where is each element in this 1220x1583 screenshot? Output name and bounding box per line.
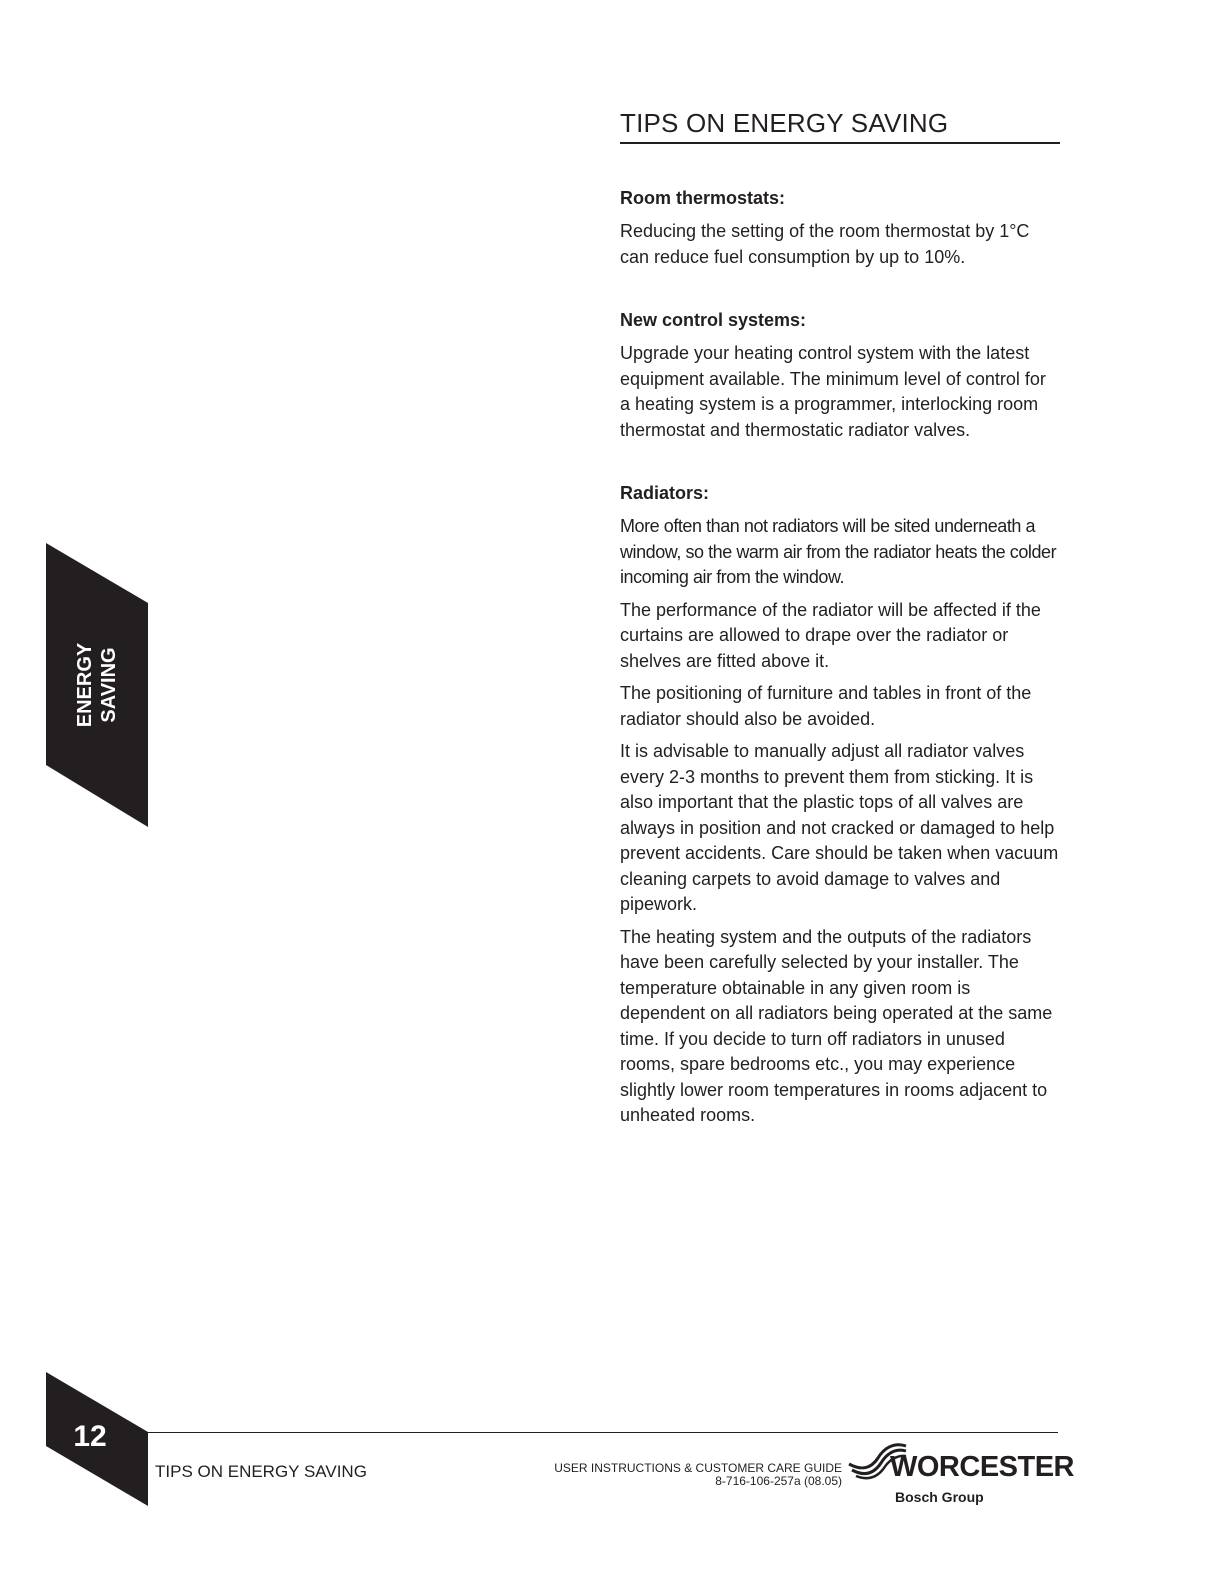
logo-brand: WORCESTER — [890, 1451, 1074, 1483]
paragraph: More often than not radiators will be sited underneath a window, so the warm air from the radiator heats the colder incoming air from the window. — [620, 516, 1057, 587]
paragraph: It is advisable to manually adjust all radiator valves every 2-3 months to prevent them from sticking. It is also important that the plastic tops of all valves are always in position and not cracked or damaged to help prevent accidents. Care should be taken when vacuum cleaning carpets to avoid damage to valves and pipework. — [620, 741, 1059, 914]
section-radiators — [620, 481, 1060, 1129]
side-tab-label-line1: ENERGY — [74, 642, 96, 728]
side-tab-label — [73, 643, 121, 727]
worcester-logo — [848, 1440, 1074, 1512]
paragraph: Reducing the setting of the room thermostat by 1°C can reduce fuel consumption by up to 10%. — [620, 221, 1030, 267]
page-number: 12 — [73, 1420, 107, 1453]
footer-doc-code: 8-716-106-257a (08.05) — [715, 1474, 842, 1488]
page-number-tab — [46, 1372, 148, 1506]
paragraph: The positioning of furniture and tables in front of the radiator should also be avoided. — [620, 683, 1032, 729]
section-heading: New control systems: — [620, 310, 807, 330]
section-room-thermostats — [620, 186, 1060, 270]
footer-section-name: TIPS ON ENERGY SAVING — [155, 1462, 367, 1481]
main-content — [620, 106, 1060, 1136]
page-title: TIPS ON ENERGY SAVING — [620, 106, 1060, 144]
section-new-control-systems — [620, 308, 1060, 443]
section-heading: Radiators: — [620, 483, 710, 503]
paragraph: The heating system and the outputs of the radiators have been carefully selected by your installer. The temperature obtainable in any given room is dependent on all radiators being operated at the same time. If you decide to turn off radiators in unused rooms, spare bedrooms etc., you may experience slightly lower room temperatures in rooms adjacent to unheated rooms. — [620, 926, 1053, 1125]
footer-divider — [148, 1432, 1058, 1433]
side-tab-label-line2: SAVING — [98, 647, 120, 723]
side-tab-energy-saving — [46, 543, 148, 827]
paragraph: Upgrade your heating control system with the latest equipment available. The minimum level of control for a heating system is a programmer, interlocking room thermostat and thermostatic radiator valves. — [620, 343, 1046, 440]
footer-guide-title: USER INSTRUCTIONS & CUSTOMER CARE GUIDE — [554, 1461, 842, 1475]
section-heading: Room thermostats: — [620, 188, 786, 208]
paragraph: The performance of the radiator will be affected if the curtains are allowed to drape over the radiator or shelves are fitted above it. — [620, 599, 1041, 671]
logo-group: Bosch Group — [895, 1489, 984, 1505]
footer-guide-info — [554, 1462, 842, 1488]
